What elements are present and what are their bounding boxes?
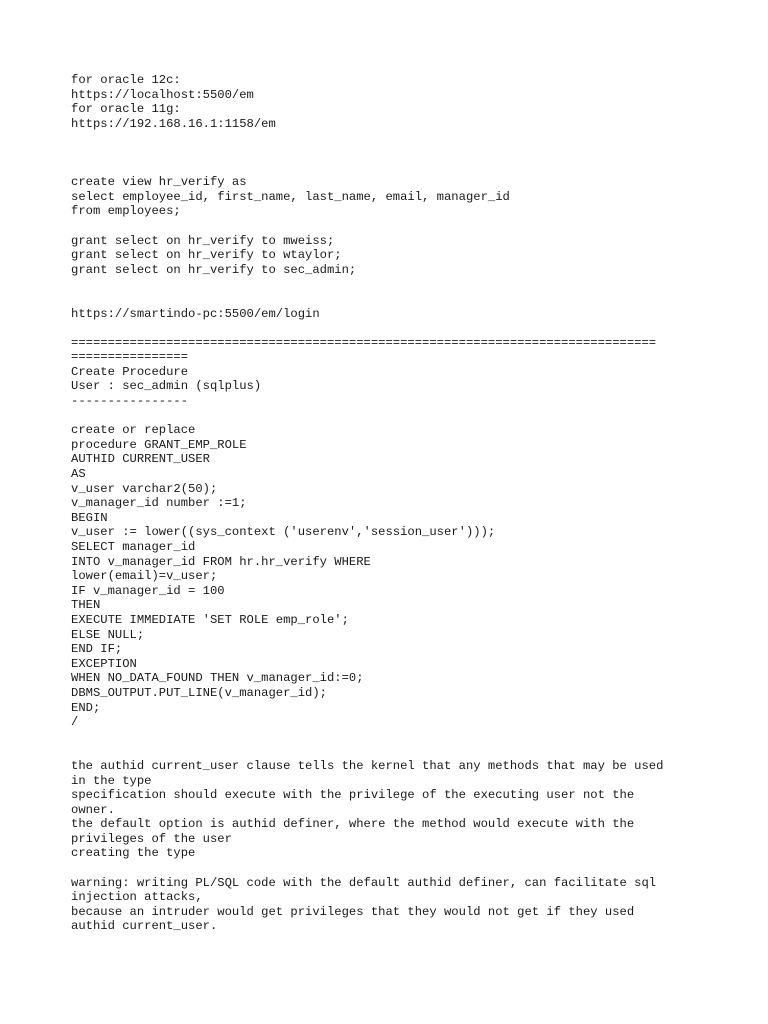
- code-line: /: [71, 715, 79, 730]
- code-line: EXECUTE IMMEDIATE 'SET ROLE emp_role';: [71, 612, 349, 627]
- text-line: for oracle 12c:: [71, 73, 181, 87]
- login-url-block: [71, 307, 721, 322]
- code-line: grant select on hr_verify to mweiss;: [71, 233, 335, 248]
- oracle-urls-block: [71, 73, 721, 131]
- code-line: SELECT manager_id: [71, 540, 196, 555]
- code-line: create view hr_verify as: [71, 175, 247, 190]
- code-line: AS: [71, 467, 86, 482]
- create-view-block: [71, 175, 721, 219]
- code-line: END;: [71, 700, 101, 715]
- code-line: from employees;: [71, 204, 181, 219]
- text-line: https://smartindo-pc:5500/em/login: [71, 306, 320, 321]
- separator-rule-short: ================: [71, 350, 189, 365]
- code-line: END IF;: [71, 642, 123, 657]
- warning-block: [71, 876, 721, 934]
- text-line: privileges of the user: [71, 831, 232, 846]
- code-line: AUTHID CURRENT_USER: [71, 452, 210, 467]
- code-line: DBMS_OUTPUT.PUT_LINE(v_manager_id);: [71, 685, 327, 700]
- text-line: creating the type: [71, 846, 196, 861]
- code-line: THEN: [71, 598, 101, 613]
- code-line: grant select on hr_verify to wtaylor;: [71, 248, 342, 263]
- code-line: v_user varchar2(50);: [71, 481, 218, 496]
- code-line: select employee_id, first_name, last_name, email, manager_id: [71, 189, 510, 204]
- text-line: authid current_user.: [71, 919, 218, 934]
- code-line: v_user := lower((sys_context ('userenv','session_user')));: [71, 525, 496, 540]
- code-line: grant select on hr_verify to sec_admin;: [71, 262, 357, 277]
- dash-separator: ----------------: [71, 394, 189, 409]
- text-line: the default option is authid definer, where the method would execute with the: [71, 817, 635, 832]
- code-line: lower(email)=v_user;: [71, 569, 218, 584]
- text-line: in the type: [71, 773, 152, 788]
- code-line: WHEN NO_DATA_FOUND THEN v_manager_id:=0;: [71, 671, 364, 686]
- code-line: create or replace: [71, 423, 196, 438]
- section-heading: Create Procedure: [71, 364, 189, 379]
- procedure-code-block: [71, 423, 721, 729]
- authid-notes-block: [71, 759, 721, 861]
- text-line: https://192.168.16.1:1158/em: [71, 116, 276, 131]
- code-line: procedure GRANT_EMP_ROLE: [71, 437, 247, 452]
- text-line: injection attacks,: [71, 890, 203, 905]
- text-line: https://localhost:5500/em: [71, 87, 254, 102]
- text-line: the authid current_user clause tells the kernel that any methods that may be used: [71, 758, 664, 773]
- text-line: specification should execute with the privilege of the executing user not the: [71, 788, 635, 803]
- code-line: v_manager_id number :=1;: [71, 496, 247, 511]
- text-line: because an intruder would get privileges that they would not get if they used: [71, 904, 635, 919]
- text-line: warning: writing PL/SQL code with the default authid definer, can facilitate sql: [71, 875, 657, 890]
- document-page: [71, 73, 721, 934]
- grant-block: [71, 234, 721, 278]
- text-line: for oracle 11g:: [71, 102, 181, 117]
- code-line: INTO v_manager_id FROM hr.hr_verify WHERE: [71, 554, 371, 569]
- code-line: IF v_manager_id = 100: [71, 583, 225, 598]
- code-line: ELSE NULL;: [71, 627, 145, 642]
- separator-rule-long: ================================================================================: [71, 335, 657, 350]
- text-line: owner.: [71, 802, 115, 817]
- code-line: EXCEPTION: [71, 656, 137, 671]
- code-line: BEGIN: [71, 510, 108, 525]
- section-subheading: User : sec_admin (sqlplus): [71, 379, 262, 394]
- procedure-header-block: [71, 336, 721, 409]
